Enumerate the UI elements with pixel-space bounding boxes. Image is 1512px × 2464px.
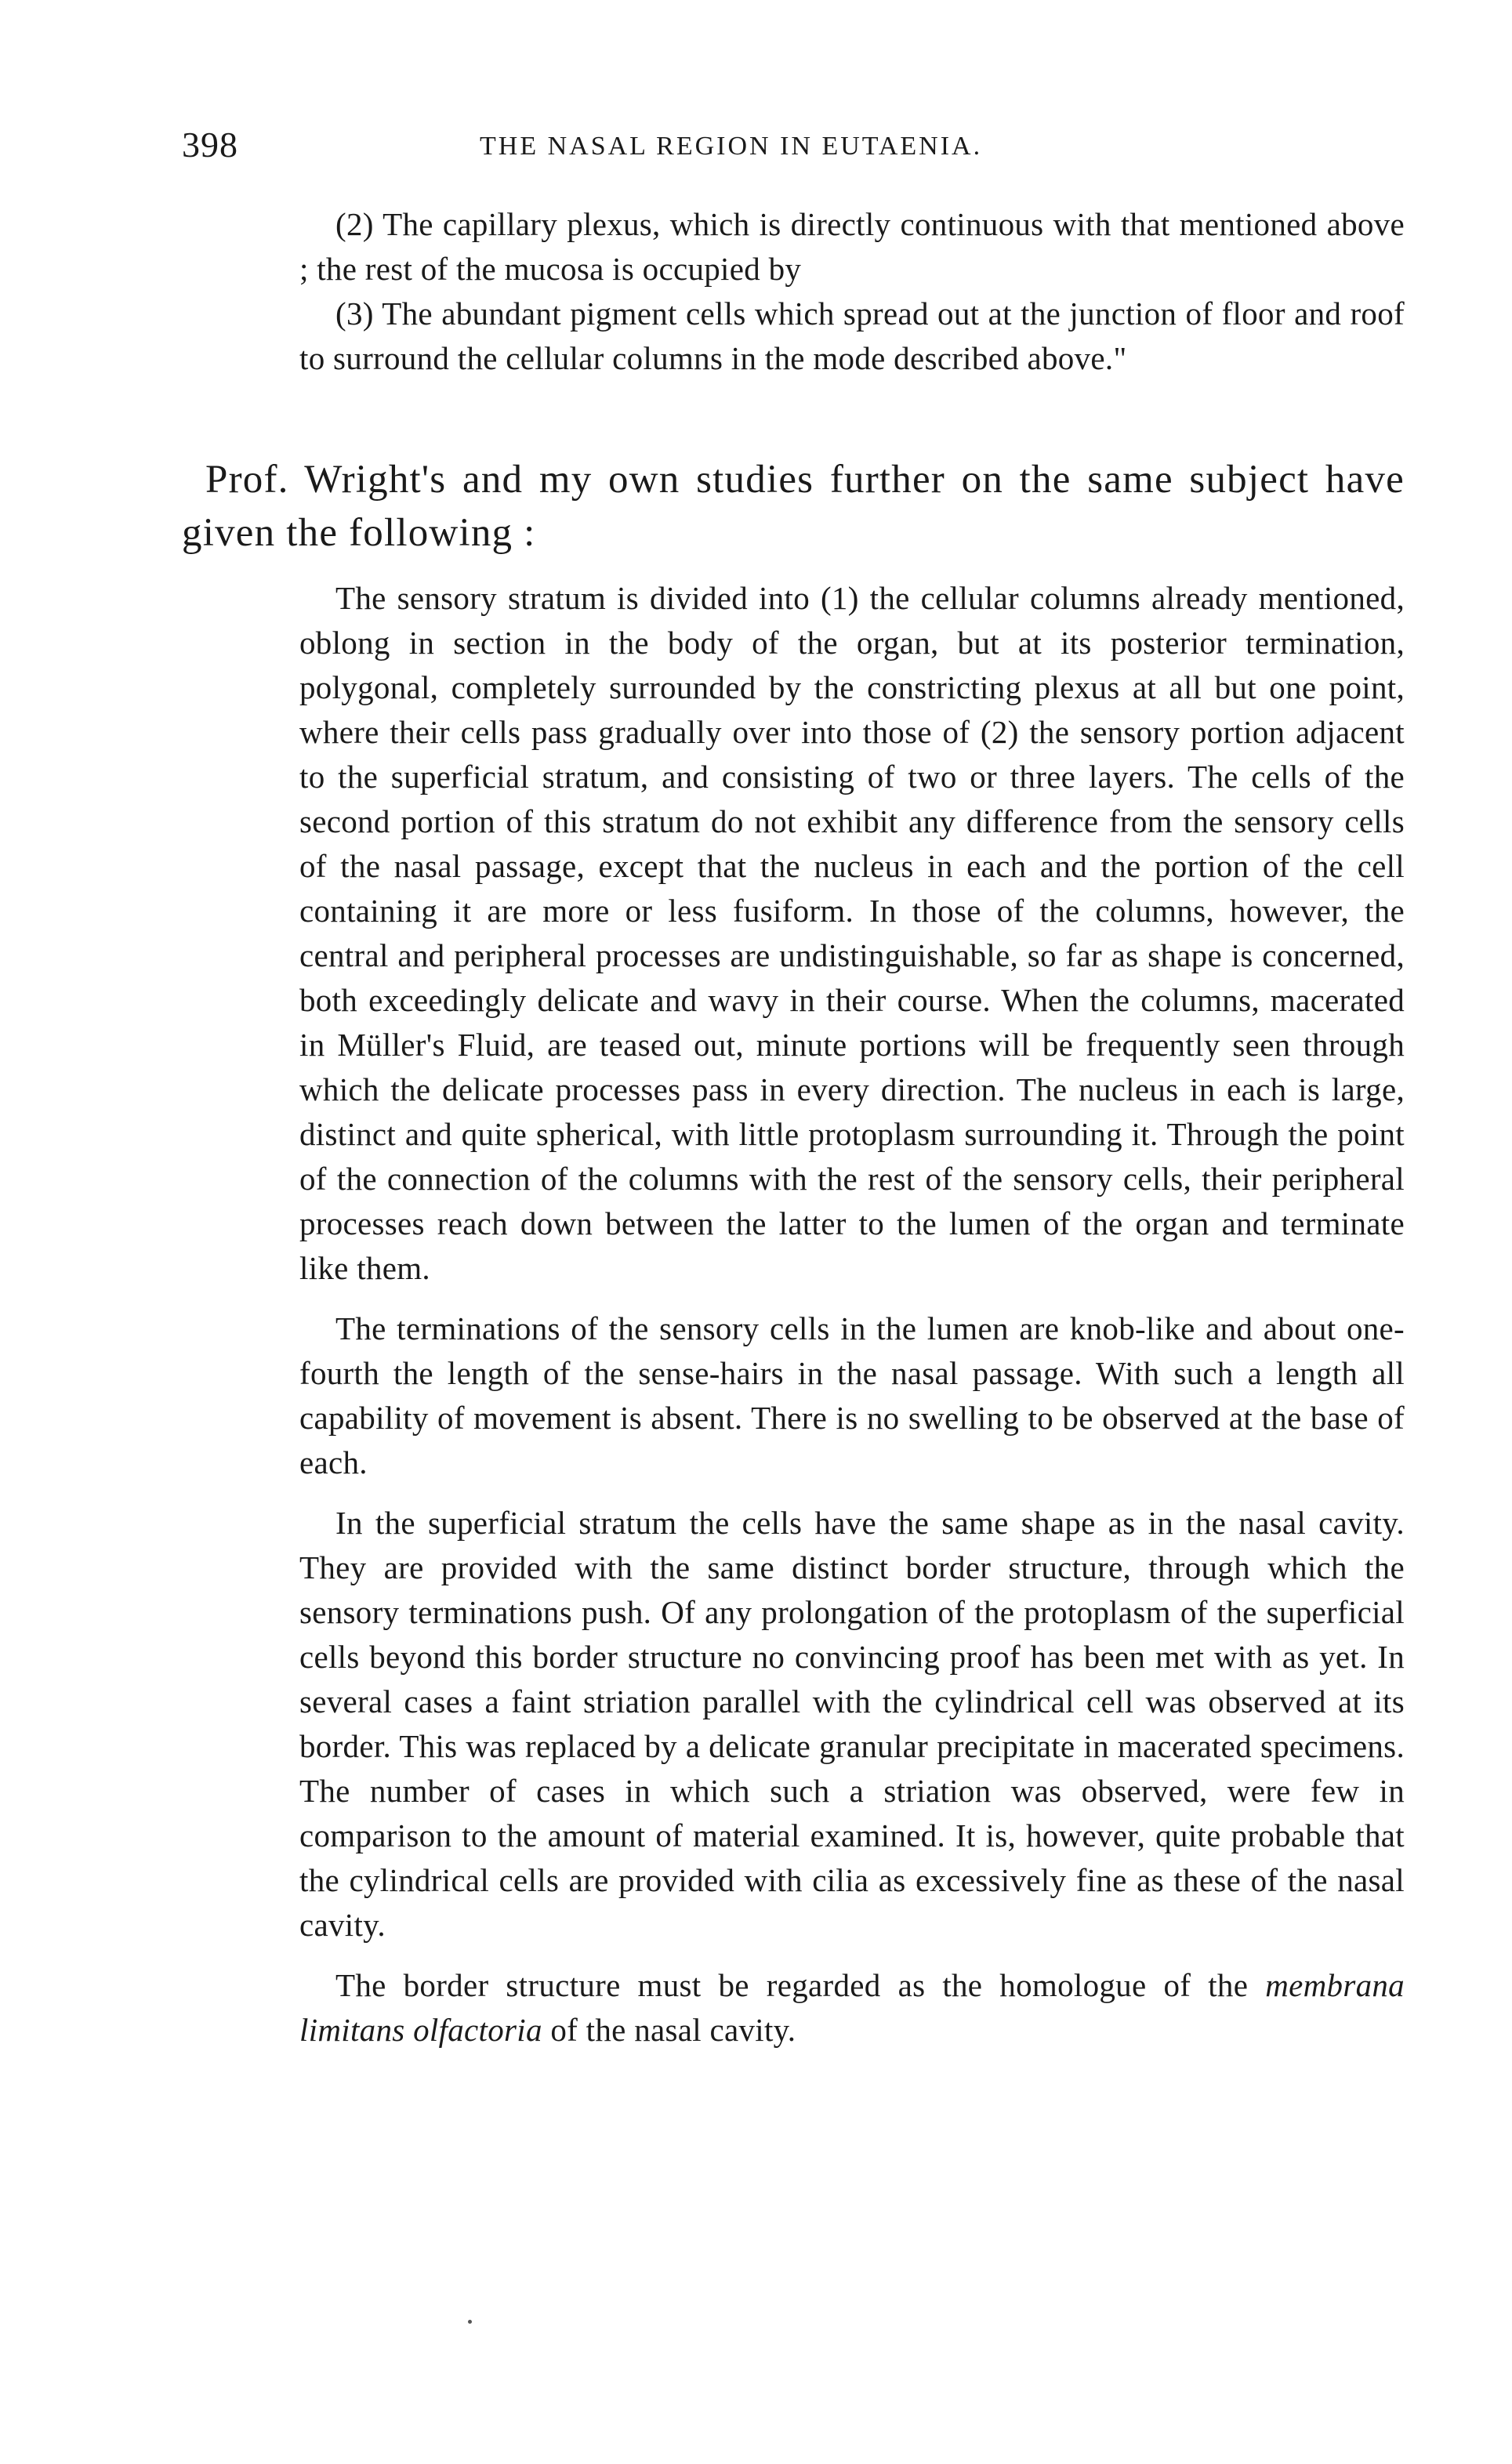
latin-term: membrana limitans olfactoria (299, 1967, 1405, 2048)
quote-item-2: (2) The capillary plexus, which is directly continuous with that mentioned above ; the rest of the mucosa is occupied by (299, 206, 1405, 287)
paragraph-sensory-stratum: The sensory stratum is divided into (1) the cellular columns already mentioned, oblong in section in the body of the organ, but at its posterior termination, polygonal, completely surrounded by the constricting plexus at all but one point, where their cells pass gradually over into those of (2) the sensory portion adjacent to the superficial stratum, and consisting of two or three layers. The cells of the second portion of this stratum do not exhibit any difference from the sensory cells of the nasal passage, except that the nucleus in each and the portion of the cell containing it are more or less fusiform. In those of the columns, however, the central and peripheral processes are undistinguishable, so far as shape is concerned, both exceedingly delicate and wavy in their course. When the columns, macerated in Müller's Fluid, are teased out, minute portions will be frequently seen through which the delicate processes pass in every direction. The nucleus in each is large, distinct and quite spherical, with little protoplasm surrounding it. Through the point of the connection of the columns with the rest of the sensory cells, their peripheral processes reach down between the latter to the lumen of the organ and terminate like them. (299, 580, 1405, 1286)
paragraph-terminations: The terminations of the sensory cells in the lumen are knob-like and about one-fourth the length of the sense-hairs in the nasal passage. With such a length all capability of movement is absent. There is no swelling to be observed at the base of each. (299, 1310, 1405, 1480)
running-head: THE NASAL REGION IN EUTAENIA. (480, 132, 983, 161)
quote-item-3: (3) The abundant pigment cells which spread out at the junction of floor and roof to surround the cellular columns in the mode described above." (299, 295, 1405, 376)
paragraph-border-structure (299, 1963, 1405, 2053)
page-header (182, 124, 1405, 171)
border-structure-text-start: The border structure must be regarded as the homologue of the (335, 1967, 1249, 2003)
main-text (299, 576, 1405, 2068)
quoted-list (299, 202, 1405, 381)
border-structure-text-end: of the nasal cavity. (550, 2012, 796, 2048)
page-number: 398 (182, 125, 238, 165)
ink-speck (468, 2320, 472, 2324)
intro-paragraph: Prof. Wright's and my own studies further on the same subject have given the following : (182, 458, 1405, 555)
paragraph-superficial-stratum: In the superficial stratum the cells have the same shape as in the nasal cavity. They are provided with the same distinct border structure, through which the sensory terminations push. Of any prolongation of the protoplasm of the superficial cells beyond this border structure no convincing proof has been met with as yet. In several cases a faint striation parallel with the cylindrical cell was observed at its border. This was replaced by a delicate granular precipitate in macerated specimens. The number of cases in which such a striation was observed, were few in comparison to the amount of material examined. It is, however, quite probable that the cylindrical cells are provided with cilia as excessively fine as these of the nasal cavity. (299, 1505, 1405, 1943)
